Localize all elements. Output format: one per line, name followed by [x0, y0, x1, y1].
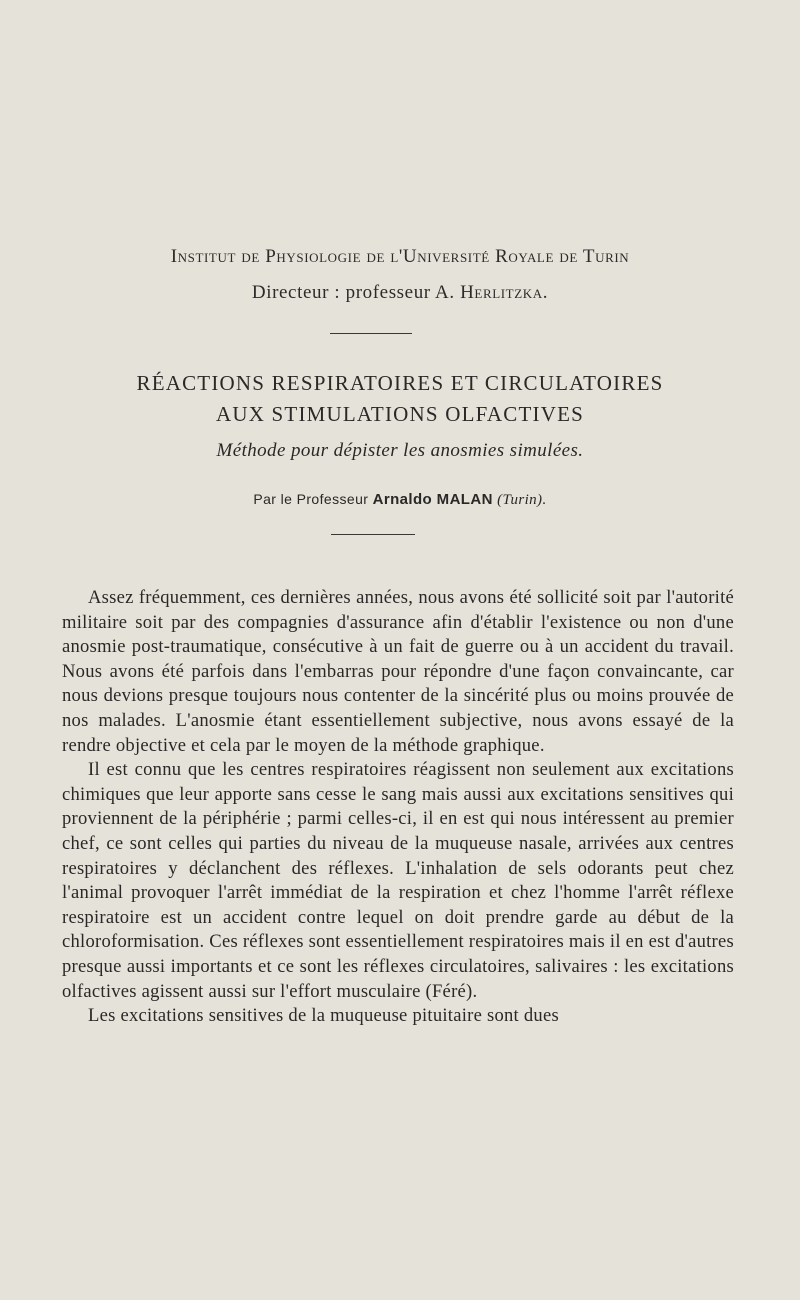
director-line — [0, 282, 800, 304]
author-name: Arnaldo MALAN — [372, 491, 493, 508]
body-paragraph: Les excitations sensitives de la muqueuse pituitaire sont dues — [88, 1005, 559, 1027]
body-paragraph: Il est connu que les centres respiratoires réagissent non seulement aux excitations chimiques que leur apporte sans cesse le sang mais aussi aux excitations sensitives qui proviennent de la périphérie ; parmi celles-ci, il en est qui nous intéressent au premier chef, ce sont celles qui parties du niveau de la muqueuse nasale, arrivées aux centres respiratoires y déclanchent des réflexes. L'inhalation de sels odorants peut chez l'animal provoquer l'arrêt immédiat de la respiration et chez l'homme l'arrêt réflexe respiratoire est un accident contre lequel on doit prendre garde au début de la chloroformisation. Ces réflexes sont essentiellement respiratoires mais il en est d'autres presque aussi importants et ce sont les réflexes circulatoires, salivaires : les excitations olfactives agissent aussi sur l'effort musculaire (Féré). — [62, 759, 734, 1002]
divider-rule — [330, 333, 412, 334]
article-title-line-1: RÉACTIONS RESPIRATOIRES ET CIRCULATOIRES — [136, 371, 664, 395]
body-paragraph: Assez fréquemment, ces dernières années, nous avons été sollicité soit par l'autorité militaire soit par des compagnies d'assurance afin d'établir l'existence ou non d'une anosmie post-traumatique, consécutive à un fait de guerre ou à un accident du travail. Nous avons été parfois dans l'embarras pour répondre d'une façon convaincante, car nous devions presque toujours nous contenter de la sincérité plus ou moins prouvée de nos malades. L'anosmie étant essentiellement subjective, nous avons essayé de la rendre objective et cela par le moyen de la méthode graphique. — [62, 587, 734, 756]
author-byline — [0, 491, 800, 509]
divider-rule — [331, 534, 415, 535]
institute-heading: Institut de Physiologie de l'Université Royale de Turin — [170, 246, 630, 267]
author-city: (Turin). — [497, 492, 547, 508]
director-name: Herlitzka. — [460, 282, 549, 303]
article-subtitle: Méthode pour dépister les anosmies simulées. — [216, 440, 584, 461]
article-title-line-2: AUX STIMULATIONS OLFACTIVES — [215, 402, 584, 426]
article-body — [62, 586, 734, 1029]
byline-prefix: Par le Professeur — [253, 491, 369, 507]
director-label: Directeur : professeur A. — [251, 282, 455, 303]
